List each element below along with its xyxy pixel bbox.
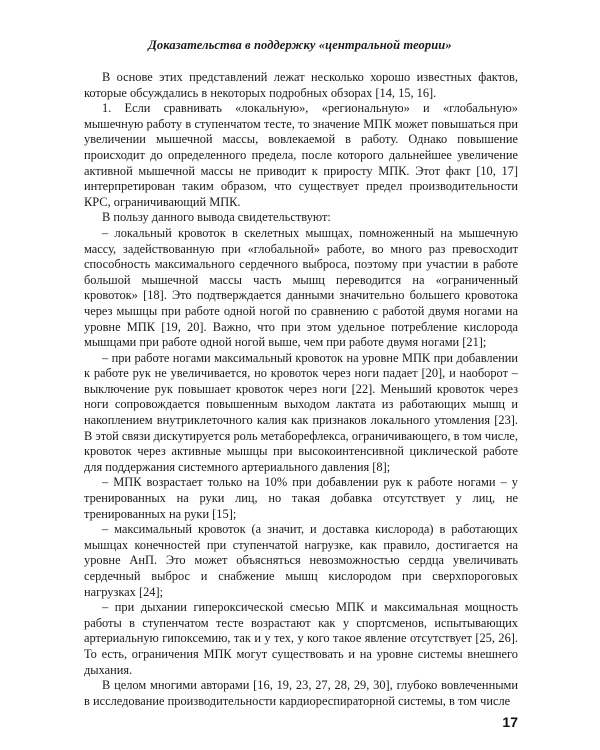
paragraph: – максимальный кровоток (а значит, и доставка кислорода) в работающих мышцах конечностей при ступенчатой нагрузке, как правило, достигается на уровне АнП. Это может объясняться невозможностью сердца увеличивать сердечный выброс и снабжение мышц кислородом при сверхпороговых нагрузках [24]; <box>84 522 518 599</box>
paragraph: В целом многими авторами [16, 19, 23, 27, 28, 29, 30], глубоко вовлеченными в исследование производительности кардиореспираторной системы, в том числе <box>84 678 518 708</box>
body-text <box>84 70 518 709</box>
paragraph: – при работе ногами максимальный кровоток на уровне МПК при добавлении к работе рук не увеличивается, но кровоток через ноги падает [20], и наоборот – выключение рук повышает кровоток через ноги [22]. Меньший кровоток через ноги сопровождается повышенным выходом лактата из работающих мышц и накоплением внутриклеточного калия как признаков локального утомления [23]. В этой связи дискутируется роль метаборефлекса, ограничивающего, в том числе, кровоток через активные мышцы при высокоинтенсивной циклической работе для поддержания системного артериального давления [8]; <box>84 350 518 474</box>
paragraph: – МПК возрастает только на 10% при добавлении рук к работе ногами – у тренированных на руки лиц, но такая добавка отсутствует у лиц, не тренированных на руки [15]; <box>84 475 518 521</box>
paragraph: В пользу данного вывода свидетельствуют: <box>102 210 331 225</box>
page-number: 17 <box>502 714 518 730</box>
paragraph: – локальный кровоток в скелетных мышцах, помноженный на мышечную массу, задействованную при «глобальной» работе, во много раз превосходит способность максимального сердечного выброса, поэтому при участии в работе большой мышечной массы часть мышц переводится на «ограниченный кровоток» [18]. Это подтверждается данными значительно большего кровотока через мышцы при работе одной ногой по сравнению с работой двумя ногами на уровне МПК [19, 20]. Важно, что при этом удельное потребление кислорода мышцами при работе одной ногой выше, чем при работе двумя ногами [21]; <box>84 225 518 350</box>
paragraph: – при дыхании гипероксической смесью МПК и максимальная мощность работы в ступенчатом тесте возрастают как у спортсменов, испытывающих артериальную гипоксемию, так и у тех, у кого такое явление отсутствует [25, 26]. То есть, ограничения МПК могут существовать и на уровне системы внешнего дыхания. <box>84 600 518 677</box>
paragraph: В основе этих представлений лежат несколько хорошо известных фактов, которые обсуждались в некоторых подробных обзорах [14, 15, 16]. <box>84 70 518 100</box>
running-header: Доказательства в поддержку «центральной теории» <box>148 38 452 52</box>
paragraph: 1. Если сравнивать «локальную», «региональную» и «глобальную» мышечную работу в ступенчатом тесте, то значение МПК может повышаться при увеличении мышечной массы, вовлекаемой в работу. Однако повышение происходит до определенного предела, после которого дальнейшее увеличение активной мышечной массы не приводит к приросту МПК. Этот факт [10, 17] интерпретирован таким образом, что существует предел производительности КРС, ограничивающий МПК. <box>84 101 518 209</box>
